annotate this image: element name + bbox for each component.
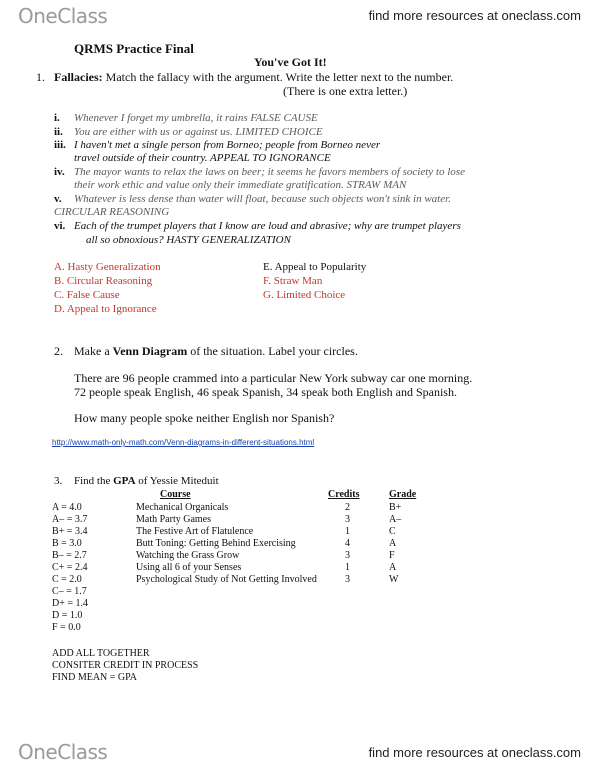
- item-text: I haven't met a single person from Borneo; people from Borneo never: [74, 139, 381, 151]
- item-num: iv.: [54, 166, 65, 178]
- q2-number: 2.: [54, 344, 63, 358]
- doc-title: QRMS Practice Final: [74, 41, 194, 56]
- course-grade: F: [389, 550, 395, 561]
- item-num: iii.: [54, 139, 66, 151]
- scale-item: B = 3.0: [52, 538, 82, 549]
- scale-item: B– = 2.7: [52, 550, 87, 561]
- scale-item: F = 0.0: [52, 622, 81, 633]
- item-num: i.: [54, 112, 60, 124]
- q3-number: 3.: [54, 475, 63, 487]
- item-text-cont: travel outside of their country. APPEAL TO IGNORANCE: [74, 152, 331, 164]
- option-f: F. Straw Man: [263, 275, 323, 287]
- header-grade: Grade: [389, 489, 417, 500]
- item-text: You are either with us or against us. LIMITED CHOICE: [74, 126, 323, 138]
- item-num: vi.: [54, 220, 66, 232]
- course-credits: 3: [345, 574, 350, 585]
- scale-item: C+ = 2.4: [52, 562, 88, 573]
- q2-line1: There are 96 people crammed into a particular New York subway car one morning.: [74, 371, 473, 385]
- option-e: E. Appeal to Popularity: [263, 261, 367, 273]
- course-credits: 2: [345, 502, 350, 513]
- course-credits: 3: [345, 550, 350, 561]
- course-grade: W: [389, 574, 399, 585]
- option-d: D. Appeal to Ignorance: [54, 303, 157, 315]
- item-text-cont: CIRCULAR REASONING: [54, 206, 170, 218]
- course-name: Psychological Study of Not Getting Involved: [136, 574, 317, 585]
- note-line: ADD ALL TOGETHER: [52, 648, 150, 659]
- option-a: A. Hasty Generalization: [54, 261, 161, 273]
- q1-number: 1.: [36, 70, 45, 84]
- venn-reference-link[interactable]: http://www.math-only-math.com/Venn-diagrams-in-different-situations.html: [52, 438, 315, 447]
- item-text-cont: their work ethic and value only their immediate gratification. STRAW MAN: [74, 179, 407, 191]
- item-text: Whatever is less dense than water will float, because such objects won't sink in water.: [74, 193, 451, 205]
- course-name: Math Party Games: [136, 514, 211, 525]
- q3-prompt: Find the GPA of Yessie Miteduit: [74, 475, 219, 487]
- course-credits: 4: [345, 538, 350, 549]
- oneclass-logo-footer[interactable]: OneClass: [18, 740, 108, 764]
- q2-line2: 72 people speak English, 46 speak Spanish, 34 speak both English and Spanish.: [74, 385, 457, 399]
- item-text: Each of the trumpet players that I know are loud and abrasive; why are trumpet players: [74, 220, 461, 232]
- scale-item: D = 1.0: [52, 610, 83, 621]
- scale-item: C– = 1.7: [52, 586, 87, 597]
- note-line: FIND MEAN = GPA: [52, 672, 138, 683]
- course-name: Mechanical Organicals: [136, 502, 229, 513]
- option-b: B. Circular Reasoning: [54, 275, 153, 287]
- q1-prompt: Fallacies: Match the fallacy with the argument. Write the letter next to the number.: [54, 70, 454, 84]
- course-name: The Festive Art of Flatulence: [136, 526, 254, 537]
- header-course: Course: [160, 489, 191, 500]
- course-grade: C: [389, 526, 396, 537]
- oneclass-logo[interactable]: OneClass: [18, 4, 108, 28]
- course-name: Using all 6 of your Senses: [136, 562, 242, 573]
- find-more-link[interactable]: find more resources at oneclass.com: [368, 8, 581, 23]
- scale-item: A = 4.0: [52, 502, 82, 513]
- course-name: Watching the Grass Grow: [136, 550, 240, 561]
- option-c: C. False Cause: [54, 289, 120, 301]
- item-num: ii.: [54, 126, 63, 138]
- scale-item: A– = 3.7: [52, 514, 88, 525]
- course-name: Butt Toning: Getting Behind Exercising: [136, 538, 296, 549]
- scale-item: D+ = 1.4: [52, 598, 89, 609]
- course-grade: A: [389, 538, 397, 549]
- header-credits: Credits: [328, 489, 360, 500]
- option-g: G. Limited Choice: [263, 289, 346, 301]
- scale-item: B+ = 3.4: [52, 526, 88, 537]
- course-credits: 1: [345, 562, 350, 573]
- item-text: The mayor wants to relax the laws on beer; it seems he favors members of society to lose: [74, 166, 465, 178]
- q2-prompt: Make a Venn Diagram of the situation. Label your circles.: [74, 344, 358, 358]
- find-more-link-footer[interactable]: find more resources at oneclass.com: [368, 745, 581, 760]
- course-grade: B+: [389, 502, 402, 513]
- item-num: v.: [54, 193, 62, 205]
- item-text: Whenever I forget my umbrella, it rains FALSE CAUSE: [74, 112, 318, 124]
- q2-question: How many people spoke neither English nor Spanish?: [74, 411, 335, 425]
- course-credits: 3: [345, 514, 350, 525]
- scale-item: C = 2.0: [52, 574, 82, 585]
- course-grade: A–: [389, 514, 402, 525]
- course-credits: 1: [345, 526, 350, 537]
- item-text-cont: all so obnoxious? HASTY GENERALIZATION: [86, 234, 291, 246]
- note-line: CONSITER CREDIT IN PROCESS: [52, 660, 199, 671]
- course-grade: A: [389, 562, 397, 573]
- q1-note: (There is one extra letter.): [283, 84, 408, 98]
- doc-subtitle: You've Got It!: [254, 55, 327, 69]
